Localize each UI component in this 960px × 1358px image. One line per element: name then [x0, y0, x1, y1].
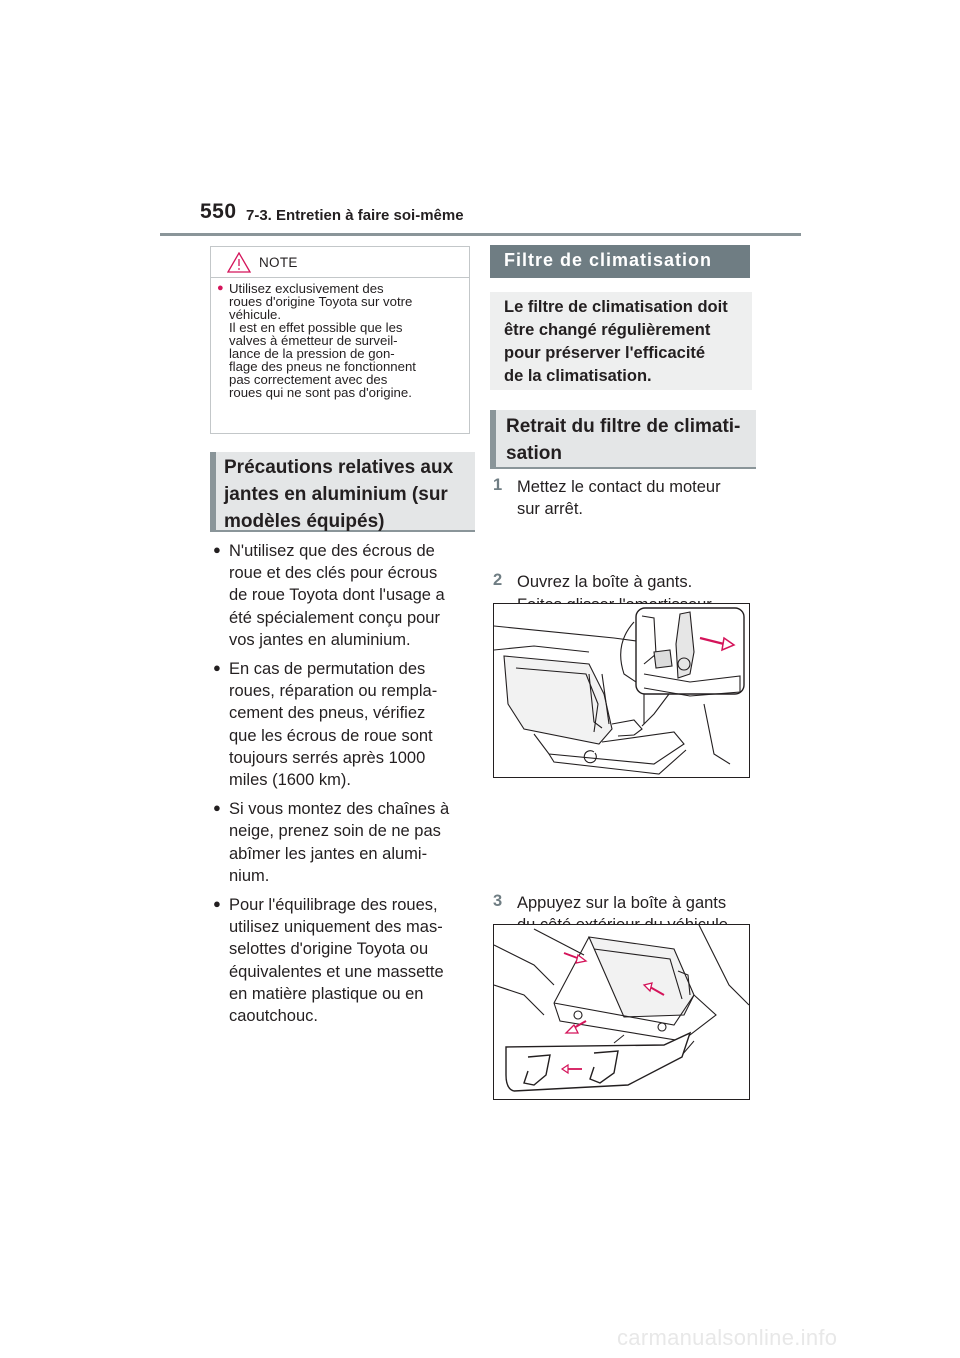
note-label: NOTE: [259, 255, 298, 270]
step-1: [493, 476, 777, 520]
removal-heading: Retrait du filtre de climati- sation: [506, 416, 741, 464]
list-item: [212, 798, 474, 887]
glovebox-removal-drawing: [494, 925, 749, 1099]
note-box: [210, 246, 470, 434]
filter-intro-text: Le filtre de climatisation doit être changé régulièrement pour préserver l'efficacité de la climatisation.: [504, 298, 728, 385]
step-text: Ouvrez la boîte à gants.: [517, 573, 693, 592]
bullet-text: Si vous montez des chaînes à neige, prenez soin de ne pas abîmer les jantes en alumi- nium.: [229, 800, 450, 885]
step-number: 2: [493, 571, 503, 590]
bullet-dot-icon: ●: [213, 660, 221, 676]
bullet-dot-icon: ●: [213, 800, 221, 816]
bullet-text: N'utilisez que des écrous de roue et des clés pour écrous de roue Toyota dont l'usage a été spécialement conçu pour vos jantes en aluminium.: [229, 542, 445, 649]
aluminium-heading-box: [210, 452, 475, 532]
section-title: 7-3. Entretien à faire soi-même: [246, 207, 464, 224]
bullet-dot-icon: ●: [217, 282, 224, 294]
filter-section-band: [490, 245, 750, 278]
bullet-text: En cas de permutation des roues, réparation ou rempla- cement des pneus, vérifiez que les écrous de roue sont toujours serrés après 1000 miles (1600 km).: [229, 660, 438, 790]
bullet-dot-icon: ●: [213, 896, 221, 912]
header-rule: [160, 233, 801, 236]
watermark: carmanualsonline.info: [617, 1325, 838, 1350]
aluminium-bullet-list: [212, 540, 474, 1034]
filter-band-title: Filtre de climatisation: [504, 250, 713, 270]
aluminium-heading: Précautions relatives aux jantes en aluminium (sur modèles équipés): [224, 457, 454, 532]
bullet-dot-icon: ●: [213, 542, 221, 557]
glovebox-damper-drawing: [494, 604, 749, 777]
step-text: Appuyez sur la boîte à gants: [517, 894, 727, 913]
warning-triangle-icon: [227, 252, 251, 273]
step-number: 3: [493, 892, 503, 911]
glovebox-removal-illustration: [493, 924, 750, 1100]
bullet-text: Pour l'équilibrage des roues, utilisez uniquement des mas- selottes d'origine Toyota ou équivalentes et une massette en matière plastique ou en caoutchouc.: [229, 896, 444, 1026]
note-body: [211, 278, 469, 399]
removal-heading-box: [490, 410, 756, 469]
page-number: 550: [200, 200, 237, 223]
step-text: Mettez le contact du moteur sur arrêt.: [517, 478, 721, 519]
note-text: Utilisez exclusivement des roues d'origine Toyota sur votre véhicule. Il est en effet possible que les valves à émetteur de surveil- lance de la pression de gon- flage des pneus ne fonctionnent pas correctement avec des roues qui ne sont pas d'origine.: [229, 281, 416, 400]
note-header: [211, 247, 469, 278]
step-number: 1: [493, 476, 503, 494]
list-item: [212, 658, 474, 791]
filter-intro-box: [490, 292, 752, 390]
list-item: [212, 540, 474, 651]
glovebox-damper-illustration: [493, 603, 750, 778]
list-item: [212, 894, 474, 1027]
